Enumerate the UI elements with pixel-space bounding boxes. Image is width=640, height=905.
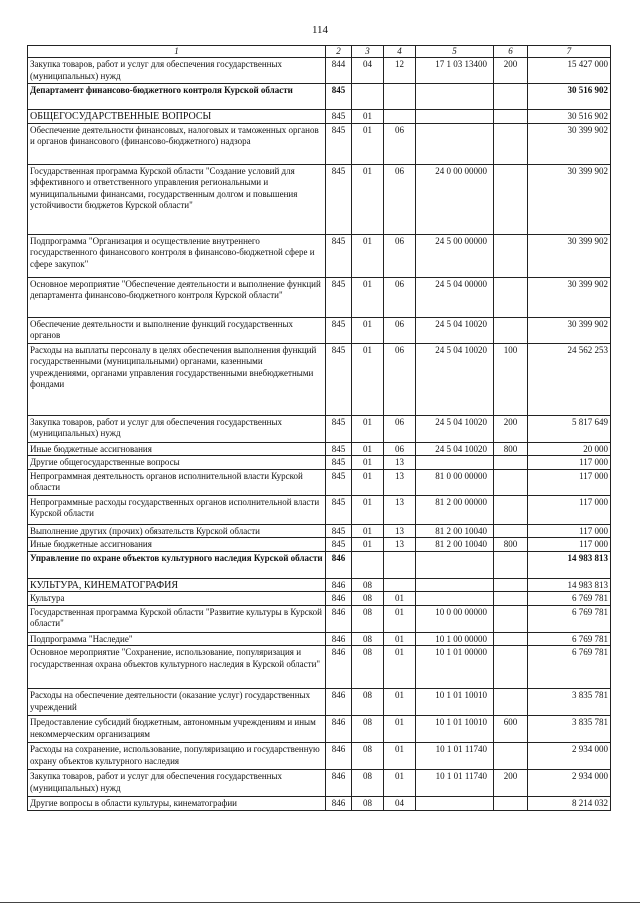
cell-subsection-code: 13	[384, 469, 416, 495]
table-row	[28, 317, 611, 343]
cell-section-code: 08	[352, 689, 384, 716]
table-row	[28, 495, 611, 524]
cell-ministry-code: 845	[326, 442, 352, 456]
cell-amount: 30 516 902	[528, 110, 611, 124]
cell-ministry-code: 846	[326, 770, 352, 797]
cell-target-code: 10 0 00 00000	[416, 605, 494, 632]
cell-name: Иные бюджетные ассигнования	[28, 538, 326, 552]
cell-ministry-code: 845	[326, 110, 352, 124]
cell-target-code	[416, 456, 494, 470]
cell-amount: 117 000	[528, 456, 611, 470]
cell-ministry-code: 846	[326, 716, 352, 743]
cell-subsection-code: 13	[384, 524, 416, 538]
table-row	[28, 770, 611, 797]
cell-section-code: 08	[352, 646, 384, 689]
cell-amount: 30 399 902	[528, 234, 611, 277]
cell-name: Закупка товаров, работ и услуг для обеспечения государственных (муниципальных) нужд	[28, 58, 326, 84]
cell-amount: 8 214 032	[528, 797, 611, 811]
cell-expense-type-code	[494, 632, 528, 646]
cell-name: Непрограммные расходы государственных органов исполнительной власти Курской области	[28, 495, 326, 524]
header-cell-subsection: 4	[384, 46, 416, 58]
cell-name: Другие вопросы в области культуры, кинематографии	[28, 797, 326, 811]
cell-subsection-code: 01	[384, 632, 416, 646]
cell-target-code: 10 1 01 11740	[416, 743, 494, 770]
table-row	[28, 277, 611, 317]
cell-ministry-code: 845	[326, 164, 352, 234]
cell-expense-type-code: 800	[494, 538, 528, 552]
cell-target-code	[416, 797, 494, 811]
cell-section-code: 01	[352, 164, 384, 234]
cell-name: Основное мероприятие "Сохранение, использование, популяризация и государственная охрана объектов культурного наследия в Курской области"	[28, 646, 326, 689]
cell-expense-type-code	[494, 469, 528, 495]
header-cell-expense-type: 6	[494, 46, 528, 58]
table-row	[28, 538, 611, 552]
cell-amount: 6 769 781	[528, 632, 611, 646]
cell-amount: 117 000	[528, 538, 611, 552]
cell-subsection-code: 01	[384, 592, 416, 606]
cell-ministry-code: 846	[326, 743, 352, 770]
table-row	[28, 456, 611, 470]
cell-expense-type-code	[494, 164, 528, 234]
cell-subsection-code: 06	[384, 234, 416, 277]
cell-expense-type-code: 200	[494, 58, 528, 84]
cell-section-code: 01	[352, 317, 384, 343]
cell-target-code	[416, 123, 494, 164]
table-row	[28, 110, 611, 124]
cell-expense-type-code	[494, 495, 528, 524]
cell-section-code: 01	[352, 343, 384, 415]
cell-section-code: 01	[352, 442, 384, 456]
table-row	[28, 234, 611, 277]
cell-section-code: 01	[352, 495, 384, 524]
cell-name: Закупка товаров, работ и услуг для обеспечения государственных (муниципальных) нужд	[28, 415, 326, 442]
cell-ministry-code: 845	[326, 456, 352, 470]
cell-name: Расходы на выплаты персоналу в целях обеспечения выполнения функций государственными (муниципальными) органами, казенными учреждениями, органами управления государственными внебюджетными фондами	[28, 343, 326, 415]
cell-name: Обеспечение деятельности и выполнение функций государственных органов	[28, 317, 326, 343]
cell-name: Другие общегосударственные вопросы	[28, 456, 326, 470]
cell-target-code: 81 2 00 10040	[416, 524, 494, 538]
table-row	[28, 469, 611, 495]
cell-subsection-code	[384, 578, 416, 592]
header-cell-section: 3	[352, 46, 384, 58]
cell-section-code: 08	[352, 578, 384, 592]
cell-subsection-code	[384, 110, 416, 124]
cell-name: Управление по охране объектов культурного наследия Курской области	[28, 551, 326, 578]
cell-name: ОБЩЕГОСУДАРСТВЕННЫЕ ВОПРОСЫ	[28, 110, 326, 124]
cell-target-code: 81 0 00 00000	[416, 469, 494, 495]
cell-section-code: 01	[352, 469, 384, 495]
cell-section-code: 08	[352, 632, 384, 646]
cell-amount: 30 399 902	[528, 123, 611, 164]
cell-section-code: 01	[352, 110, 384, 124]
cell-ministry-code: 846	[326, 592, 352, 606]
table-row	[28, 592, 611, 606]
cell-name: Культура	[28, 592, 326, 606]
cell-name: Непрограммная деятельность органов исполнительной власти Курской области	[28, 469, 326, 495]
cell-subsection-code: 06	[384, 123, 416, 164]
cell-expense-type-code	[494, 743, 528, 770]
cell-expense-type-code	[494, 605, 528, 632]
cell-amount: 30 516 902	[528, 84, 611, 110]
table-row	[28, 58, 611, 84]
cell-target-code: 24 5 04 10020	[416, 343, 494, 415]
cell-ministry-code: 846	[326, 689, 352, 716]
table-row	[28, 551, 611, 578]
cell-target-code: 17 1 03 13400	[416, 58, 494, 84]
table-row	[28, 84, 611, 110]
cell-name: Выполнение других (прочих) обязательств Курской области	[28, 524, 326, 538]
cell-name: Государственная программа Курской области "Создание условий для эффективного и ответственного управления региональными и муниципальными финансами, государственным долгом и повышения устойчивости бюджетов Курской области"	[28, 164, 326, 234]
cell-section-code: 08	[352, 743, 384, 770]
cell-ministry-code: 845	[326, 84, 352, 110]
cell-amount: 2 934 000	[528, 743, 611, 770]
table-row	[28, 415, 611, 442]
cell-section-code	[352, 84, 384, 110]
table-row	[28, 343, 611, 415]
cell-target-code: 24 5 04 10020	[416, 442, 494, 456]
cell-section-code: 08	[352, 797, 384, 811]
cell-name: Подпрограмма "Наследие"	[28, 632, 326, 646]
cell-target-code: 24 5 04 10020	[416, 415, 494, 442]
header-cell-target: 5	[416, 46, 494, 58]
cell-target-code: 10 1 01 10010	[416, 689, 494, 716]
cell-target-code	[416, 592, 494, 606]
cell-section-code: 01	[352, 234, 384, 277]
budget-table	[27, 45, 611, 811]
table-row	[28, 632, 611, 646]
cell-amount: 24 562 253	[528, 343, 611, 415]
cell-target-code: 24 5 00 00000	[416, 234, 494, 277]
cell-target-code: 10 1 01 10010	[416, 716, 494, 743]
cell-section-code: 04	[352, 58, 384, 84]
cell-amount: 6 769 781	[528, 605, 611, 632]
cell-expense-type-code	[494, 551, 528, 578]
table-row	[28, 442, 611, 456]
table-row	[28, 743, 611, 770]
cell-amount: 14 983 813	[528, 578, 611, 592]
cell-amount: 30 399 902	[528, 317, 611, 343]
cell-name: Государственная программа Курской области "Развитие культуры в Курской области"	[28, 605, 326, 632]
cell-section-code: 01	[352, 538, 384, 552]
cell-expense-type-code	[494, 123, 528, 164]
cell-ministry-code: 844	[326, 58, 352, 84]
cell-subsection-code: 12	[384, 58, 416, 84]
table-row	[28, 646, 611, 689]
table-row	[28, 123, 611, 164]
cell-name: Основное мероприятие "Обеспечение деятельности и выполнение функций департамента финансово-бюджетного контроля Курской области"	[28, 277, 326, 317]
cell-section-code: 08	[352, 716, 384, 743]
cell-expense-type-code: 600	[494, 716, 528, 743]
table-row	[28, 605, 611, 632]
cell-expense-type-code	[494, 84, 528, 110]
cell-ministry-code: 845	[326, 317, 352, 343]
cell-subsection-code	[384, 551, 416, 578]
cell-subsection-code: 01	[384, 689, 416, 716]
cell-subsection-code: 01	[384, 605, 416, 632]
header-cell-amount: 7	[528, 46, 611, 58]
cell-ministry-code: 846	[326, 551, 352, 578]
cell-amount: 15 427 000	[528, 58, 611, 84]
cell-expense-type-code	[494, 234, 528, 277]
cell-ministry-code: 845	[326, 415, 352, 442]
table-row	[28, 797, 611, 811]
cell-amount: 14 983 813	[528, 551, 611, 578]
cell-name: Расходы на сохранение, использование, популяризацию и государственную охрану объектов культурного наследия	[28, 743, 326, 770]
cell-subsection-code: 13	[384, 456, 416, 470]
cell-ministry-code: 846	[326, 797, 352, 811]
cell-amount: 30 399 902	[528, 164, 611, 234]
cell-expense-type-code	[494, 646, 528, 689]
cell-expense-type-code: 200	[494, 770, 528, 797]
cell-amount: 20 000	[528, 442, 611, 456]
cell-target-code: 24 0 00 00000	[416, 164, 494, 234]
cell-subsection-code: 06	[384, 415, 416, 442]
cell-amount: 2 934 000	[528, 770, 611, 797]
cell-target-code: 24 5 04 10020	[416, 317, 494, 343]
cell-subsection-code: 01	[384, 646, 416, 689]
cell-target-code	[416, 110, 494, 124]
cell-target-code: 10 1 01 00000	[416, 646, 494, 689]
cell-subsection-code: 06	[384, 442, 416, 456]
cell-name: Предоставление субсидий бюджетным, автономным учреждениям и иным некоммерческим организациям	[28, 716, 326, 743]
cell-ministry-code: 846	[326, 605, 352, 632]
cell-expense-type-code: 800	[494, 442, 528, 456]
cell-target-code	[416, 578, 494, 592]
cell-expense-type-code	[494, 317, 528, 343]
cell-section-code: 01	[352, 524, 384, 538]
cell-name: Департамент финансово-бюджетного контроля Курской области	[28, 84, 326, 110]
cell-subsection-code: 04	[384, 797, 416, 811]
cell-target-code	[416, 84, 494, 110]
table-row	[28, 578, 611, 592]
table-row	[28, 689, 611, 716]
cell-subsection-code: 13	[384, 538, 416, 552]
cell-amount: 117 000	[528, 469, 611, 495]
cell-ministry-code: 846	[326, 632, 352, 646]
cell-ministry-code: 845	[326, 524, 352, 538]
cell-target-code: 81 2 00 10040	[416, 538, 494, 552]
cell-ministry-code: 845	[326, 277, 352, 317]
page-bottom-rule	[0, 902, 640, 903]
cell-expense-type-code	[494, 797, 528, 811]
cell-subsection-code: 01	[384, 770, 416, 797]
cell-name: Подпрограмма "Организация и осуществление внутреннего государственного финансового контроля в финансово-бюджетной сфере и сфере закупок"	[28, 234, 326, 277]
cell-ministry-code: 845	[326, 343, 352, 415]
cell-ministry-code: 845	[326, 538, 352, 552]
cell-ministry-code: 846	[326, 646, 352, 689]
cell-ministry-code: 846	[326, 578, 352, 592]
cell-expense-type-code	[494, 524, 528, 538]
cell-expense-type-code	[494, 277, 528, 317]
cell-amount: 5 817 649	[528, 415, 611, 442]
page-number: 114	[311, 24, 329, 36]
cell-target-code: 81 2 00 00000	[416, 495, 494, 524]
header-cell-ministry: 2	[326, 46, 352, 58]
cell-section-code: 01	[352, 277, 384, 317]
cell-amount: 117 000	[528, 495, 611, 524]
cell-section-code: 01	[352, 456, 384, 470]
cell-expense-type-code	[494, 689, 528, 716]
table-row	[28, 524, 611, 538]
table-header-row	[28, 46, 611, 58]
cell-expense-type-code	[494, 110, 528, 124]
cell-amount: 3 835 781	[528, 689, 611, 716]
cell-ministry-code: 845	[326, 234, 352, 277]
cell-amount: 117 000	[528, 524, 611, 538]
cell-amount: 3 835 781	[528, 716, 611, 743]
cell-section-code	[352, 551, 384, 578]
cell-subsection-code: 06	[384, 164, 416, 234]
cell-ministry-code: 845	[326, 495, 352, 524]
cell-expense-type-code: 200	[494, 415, 528, 442]
cell-expense-type-code	[494, 592, 528, 606]
table-row	[28, 716, 611, 743]
cell-target-code: 24 5 04 00000	[416, 277, 494, 317]
cell-name: Иные бюджетные ассигнования	[28, 442, 326, 456]
cell-name: КУЛЬТУРА, КИНЕМАТОГРАФИЯ	[28, 578, 326, 592]
cell-ministry-code: 845	[326, 469, 352, 495]
cell-subsection-code: 13	[384, 495, 416, 524]
cell-subsection-code: 06	[384, 277, 416, 317]
cell-subsection-code: 06	[384, 343, 416, 415]
cell-target-code: 10 1 00 00000	[416, 632, 494, 646]
cell-subsection-code: 06	[384, 317, 416, 343]
cell-section-code: 01	[352, 123, 384, 164]
cell-target-code	[416, 551, 494, 578]
cell-name: Обеспечение деятельности финансовых, налоговых и таможенных органов и органов финансового (финансово-бюджетного) надзора	[28, 123, 326, 164]
table-row	[28, 164, 611, 234]
cell-expense-type-code	[494, 456, 528, 470]
cell-section-code: 08	[352, 770, 384, 797]
cell-expense-type-code: 100	[494, 343, 528, 415]
cell-target-code: 10 1 01 11740	[416, 770, 494, 797]
cell-section-code: 08	[352, 592, 384, 606]
cell-name: Расходы на обеспечение деятельности (оказание услуг) государственных учреждений	[28, 689, 326, 716]
cell-amount: 30 399 902	[528, 277, 611, 317]
cell-section-code: 08	[352, 605, 384, 632]
cell-subsection-code: 01	[384, 743, 416, 770]
cell-subsection-code: 01	[384, 716, 416, 743]
cell-subsection-code	[384, 84, 416, 110]
cell-section-code: 01	[352, 415, 384, 442]
cell-amount: 6 769 781	[528, 646, 611, 689]
cell-expense-type-code	[494, 578, 528, 592]
cell-ministry-code: 845	[326, 123, 352, 164]
cell-name: Закупка товаров, работ и услуг для обеспечения государственных (муниципальных) нужд	[28, 770, 326, 797]
cell-amount: 6 769 781	[528, 592, 611, 606]
header-cell-name: 1	[28, 46, 326, 58]
